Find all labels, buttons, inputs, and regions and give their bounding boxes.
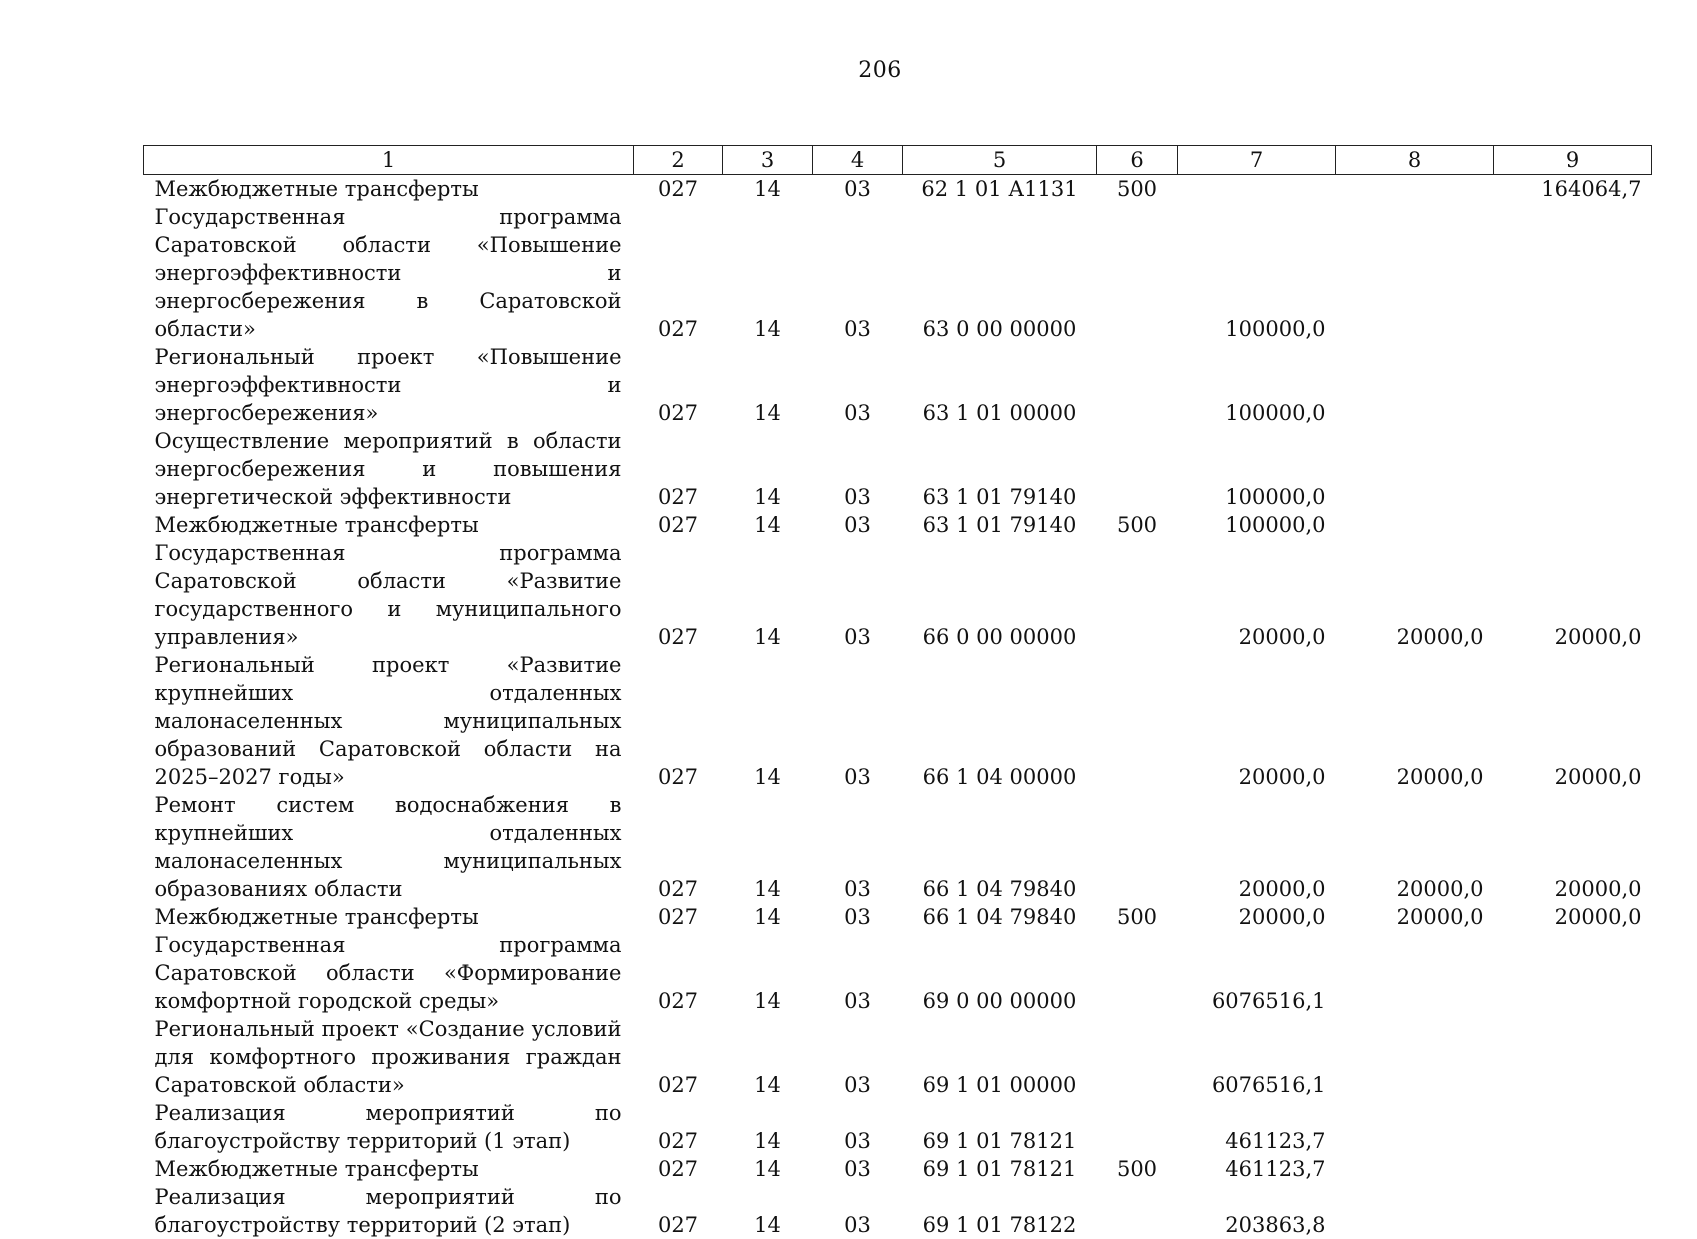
row-target-code: 63 1 01 00000 bbox=[903, 343, 1097, 427]
row-target-code: 66 1 04 79840 bbox=[903, 791, 1097, 903]
page-number: 206 bbox=[0, 58, 1697, 83]
row-name: Региональный проект «Создание условий для комфортного проживания граждан Саратовской области» bbox=[144, 1015, 634, 1099]
table-row bbox=[144, 1155, 1652, 1183]
row-expense-type bbox=[1097, 427, 1178, 511]
row-amount-col8: 20000,0 bbox=[1336, 791, 1494, 903]
row-amount-col7: 6076516,1 bbox=[1178, 931, 1336, 1015]
row-amount-col9 bbox=[1494, 511, 1652, 539]
row-subsection-code: 03 bbox=[813, 511, 903, 539]
row-expense-type bbox=[1097, 343, 1178, 427]
row-expense-type bbox=[1097, 539, 1178, 651]
row-name: Межбюджетные трансферты bbox=[144, 175, 634, 204]
row-ministry-code: 027 bbox=[634, 539, 723, 651]
row-subsection-code: 03 bbox=[813, 343, 903, 427]
row-amount-col8: 20000,0 bbox=[1336, 903, 1494, 931]
row-target-code: 66 0 00 00000 bbox=[903, 539, 1097, 651]
row-amount-col8 bbox=[1336, 175, 1494, 204]
row-subsection-code: 03 bbox=[813, 903, 903, 931]
column-header-4: 4 bbox=[813, 146, 903, 175]
row-amount-col7: 461123,7 bbox=[1178, 1155, 1336, 1183]
row-subsection-code: 03 bbox=[813, 175, 903, 204]
row-target-code: 69 1 01 78121 bbox=[903, 1099, 1097, 1155]
row-amount-col8: 20000,0 bbox=[1336, 539, 1494, 651]
row-amount-col8 bbox=[1336, 1183, 1494, 1239]
row-target-code: 69 0 00 00000 bbox=[903, 931, 1097, 1015]
table-row bbox=[144, 1183, 1652, 1239]
row-amount-col8 bbox=[1336, 511, 1494, 539]
row-name: Межбюджетные трансферты bbox=[144, 1155, 634, 1183]
row-amount-col7 bbox=[1178, 175, 1336, 204]
row-expense-type bbox=[1097, 1183, 1178, 1239]
column-header-2: 2 bbox=[634, 146, 723, 175]
row-expense-type bbox=[1097, 1015, 1178, 1099]
row-amount-col9: 20000,0 bbox=[1494, 539, 1652, 651]
row-ministry-code: 027 bbox=[634, 1015, 723, 1099]
row-expense-type bbox=[1097, 791, 1178, 903]
row-name: Государственная программа Саратовской области «Повышение энергоэффективности и энергосбережения в Саратовской области» bbox=[144, 203, 634, 343]
table-row bbox=[144, 1099, 1652, 1155]
row-ministry-code: 027 bbox=[634, 343, 723, 427]
row-section-code: 14 bbox=[723, 791, 813, 903]
row-amount-col7: 100000,0 bbox=[1178, 427, 1336, 511]
row-amount-col8 bbox=[1336, 427, 1494, 511]
table-body bbox=[144, 175, 1652, 1239]
row-section-code: 14 bbox=[723, 931, 813, 1015]
row-subsection-code: 03 bbox=[813, 427, 903, 511]
row-expense-type: 500 bbox=[1097, 175, 1178, 204]
row-expense-type bbox=[1097, 1099, 1178, 1155]
row-target-code: 69 1 01 78122 bbox=[903, 1183, 1097, 1239]
row-amount-col7: 100000,0 bbox=[1178, 511, 1336, 539]
row-ministry-code: 027 bbox=[634, 511, 723, 539]
row-expense-type: 500 bbox=[1097, 1155, 1178, 1183]
row-subsection-code: 03 bbox=[813, 539, 903, 651]
row-amount-col9 bbox=[1494, 427, 1652, 511]
row-ministry-code: 027 bbox=[634, 931, 723, 1015]
row-amount-col8 bbox=[1336, 343, 1494, 427]
row-section-code: 14 bbox=[723, 539, 813, 651]
row-amount-col8 bbox=[1336, 1155, 1494, 1183]
row-amount-col8 bbox=[1336, 203, 1494, 343]
row-amount-col7: 6076516,1 bbox=[1178, 1015, 1336, 1099]
row-section-code: 14 bbox=[723, 203, 813, 343]
row-amount-col7: 100000,0 bbox=[1178, 203, 1336, 343]
row-target-code: 63 1 01 79140 bbox=[903, 427, 1097, 511]
row-name: Ремонт систем водоснабжения в крупнейших отдаленных малонаселенных муниципальных образованиях области bbox=[144, 791, 634, 903]
row-section-code: 14 bbox=[723, 511, 813, 539]
row-name: Реализация мероприятий по благоустройству территорий (1 этап) bbox=[144, 1099, 634, 1155]
row-target-code: 63 0 00 00000 bbox=[903, 203, 1097, 343]
row-section-code: 14 bbox=[723, 1099, 813, 1155]
budget-table bbox=[143, 145, 1652, 1239]
row-amount-col9: 20000,0 bbox=[1494, 791, 1652, 903]
row-ministry-code: 027 bbox=[634, 1155, 723, 1183]
column-header-9: 9 bbox=[1494, 146, 1652, 175]
table-header-row bbox=[144, 146, 1652, 175]
row-name: Региональный проект «Повышение энергоэффективности и энергосбережения» bbox=[144, 343, 634, 427]
row-amount-col8 bbox=[1336, 1015, 1494, 1099]
row-subsection-code: 03 bbox=[813, 791, 903, 903]
table-row bbox=[144, 651, 1652, 791]
column-header-5: 5 bbox=[903, 146, 1097, 175]
row-subsection-code: 03 bbox=[813, 931, 903, 1015]
row-target-code: 69 1 01 00000 bbox=[903, 1015, 1097, 1099]
table-row bbox=[144, 539, 1652, 651]
row-expense-type bbox=[1097, 931, 1178, 1015]
row-amount-col7: 203863,8 bbox=[1178, 1183, 1336, 1239]
row-name: Межбюджетные трансферты bbox=[144, 511, 634, 539]
row-ministry-code: 027 bbox=[634, 791, 723, 903]
row-name: Государственная программа Саратовской области «Формирование комфортной городской среды» bbox=[144, 931, 634, 1015]
row-amount-col9 bbox=[1494, 931, 1652, 1015]
row-ministry-code: 027 bbox=[634, 427, 723, 511]
column-header-6: 6 bbox=[1097, 146, 1178, 175]
table-row bbox=[144, 427, 1652, 511]
table-row bbox=[144, 343, 1652, 427]
row-expense-type bbox=[1097, 203, 1178, 343]
row-target-code: 66 1 04 00000 bbox=[903, 651, 1097, 791]
row-name: Межбюджетные трансферты bbox=[144, 903, 634, 931]
row-amount-col9: 20000,0 bbox=[1494, 651, 1652, 791]
row-amount-col9 bbox=[1494, 343, 1652, 427]
row-section-code: 14 bbox=[723, 175, 813, 204]
row-expense-type: 500 bbox=[1097, 903, 1178, 931]
table-row bbox=[144, 511, 1652, 539]
row-ministry-code: 027 bbox=[634, 651, 723, 791]
row-ministry-code: 027 bbox=[634, 203, 723, 343]
column-header-8: 8 bbox=[1336, 146, 1494, 175]
row-amount-col9 bbox=[1494, 1155, 1652, 1183]
row-amount-col7: 20000,0 bbox=[1178, 791, 1336, 903]
row-subsection-code: 03 bbox=[813, 651, 903, 791]
row-section-code: 14 bbox=[723, 1155, 813, 1183]
row-amount-col7: 20000,0 bbox=[1178, 903, 1336, 931]
column-header-7: 7 bbox=[1178, 146, 1336, 175]
row-subsection-code: 03 bbox=[813, 1155, 903, 1183]
column-header-1: 1 bbox=[144, 146, 634, 175]
row-expense-type: 500 bbox=[1097, 511, 1178, 539]
row-amount-col9 bbox=[1494, 1099, 1652, 1155]
row-section-code: 14 bbox=[723, 427, 813, 511]
row-amount-col9 bbox=[1494, 1015, 1652, 1099]
table-row bbox=[144, 903, 1652, 931]
row-amount-col9 bbox=[1494, 1183, 1652, 1239]
row-subsection-code: 03 bbox=[813, 1015, 903, 1099]
row-amount-col9: 20000,0 bbox=[1494, 903, 1652, 931]
row-target-code: 63 1 01 79140 bbox=[903, 511, 1097, 539]
row-subsection-code: 03 bbox=[813, 203, 903, 343]
row-section-code: 14 bbox=[723, 651, 813, 791]
row-name: Государственная программа Саратовской области «Развитие государственного и муниципального управления» bbox=[144, 539, 634, 651]
row-amount-col8 bbox=[1336, 1099, 1494, 1155]
row-amount-col9: 164064,7 bbox=[1494, 175, 1652, 204]
column-header-3: 3 bbox=[723, 146, 813, 175]
table-row bbox=[144, 931, 1652, 1015]
row-ministry-code: 027 bbox=[634, 903, 723, 931]
table-row bbox=[144, 791, 1652, 903]
row-section-code: 14 bbox=[723, 1015, 813, 1099]
row-name: Осуществление мероприятий в области энергосбережения и повышения энергетической эффективности bbox=[144, 427, 634, 511]
table-row bbox=[144, 203, 1652, 343]
row-amount-col7: 20000,0 bbox=[1178, 539, 1336, 651]
row-subsection-code: 03 bbox=[813, 1099, 903, 1155]
row-target-code: 66 1 04 79840 bbox=[903, 903, 1097, 931]
row-amount-col8: 20000,0 bbox=[1336, 651, 1494, 791]
row-section-code: 14 bbox=[723, 903, 813, 931]
row-amount-col9 bbox=[1494, 203, 1652, 343]
row-target-code: 62 1 01 А1131 bbox=[903, 175, 1097, 204]
table-row bbox=[144, 175, 1652, 204]
row-amount-col7: 461123,7 bbox=[1178, 1099, 1336, 1155]
row-section-code: 14 bbox=[723, 343, 813, 427]
row-name: Реализация мероприятий по благоустройству территорий (2 этап) bbox=[144, 1183, 634, 1239]
row-section-code: 14 bbox=[723, 1183, 813, 1239]
row-amount-col7: 20000,0 bbox=[1178, 651, 1336, 791]
row-ministry-code: 027 bbox=[634, 1183, 723, 1239]
table-row bbox=[144, 1015, 1652, 1099]
row-name: Региональный проект «Развитие крупнейших отдаленных малонаселенных муниципальных образований Саратовской области на 2025–2027 годы» bbox=[144, 651, 634, 791]
row-amount-col7: 100000,0 bbox=[1178, 343, 1336, 427]
row-amount-col8 bbox=[1336, 931, 1494, 1015]
row-ministry-code: 027 bbox=[634, 175, 723, 204]
row-subsection-code: 03 bbox=[813, 1183, 903, 1239]
row-ministry-code: 027 bbox=[634, 1099, 723, 1155]
row-target-code: 69 1 01 78121 bbox=[903, 1155, 1097, 1183]
row-expense-type bbox=[1097, 651, 1178, 791]
